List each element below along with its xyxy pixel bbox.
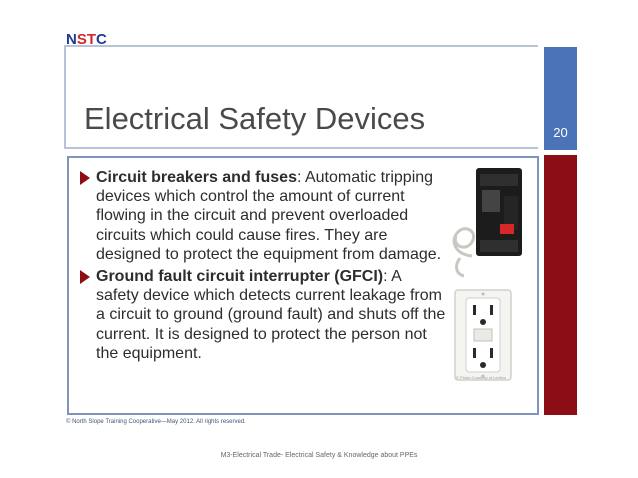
bullet-list: [78, 168, 448, 366]
footer-text: M3-Electrical Trade- Electrical Safety & Knowledge about PPEs: [220, 452, 418, 459]
circuit-breaker-image: [450, 166, 530, 282]
bullet-term: Circuit breakers and fuses: [96, 169, 297, 186]
photo-credit: © Photo Courtesy of Leviton: [456, 375, 507, 380]
logo-letter-s: S: [76, 31, 87, 48]
red-side-bar: [544, 155, 577, 415]
bullet-arrow-icon: [80, 270, 90, 284]
logo-letter-n: N: [66, 31, 77, 48]
slide-title: Electrical Safety Devices: [84, 101, 426, 136]
slide-number: 20: [553, 125, 568, 140]
bullet-text: : Automatic tripping devices which control the amount of current flowing in the circuit and prevent overloaded circuits which could cause fires. They are designed to protect the equipment from damage.: [96, 169, 442, 263]
bullet-arrow-icon: [80, 171, 90, 185]
bullet-text: : A safety device which detects current leakage from a circuit to ground (ground fault) and shuts off the current. It is designed to protect the person not the equipment.: [96, 268, 446, 362]
copyright-notice: © North Slope Training Cooperative—May 2012. All rights reserved.: [66, 419, 246, 425]
logo-letter-c: C: [96, 31, 107, 48]
gfci-outlet-image: [453, 288, 513, 382]
bullet-gfci: [78, 267, 448, 363]
bullet-circuit-breakers: [78, 168, 448, 264]
logo-letter-t: T: [86, 31, 97, 48]
bullet-term: Ground fault circuit interrupter (GFCI): [96, 268, 384, 286]
